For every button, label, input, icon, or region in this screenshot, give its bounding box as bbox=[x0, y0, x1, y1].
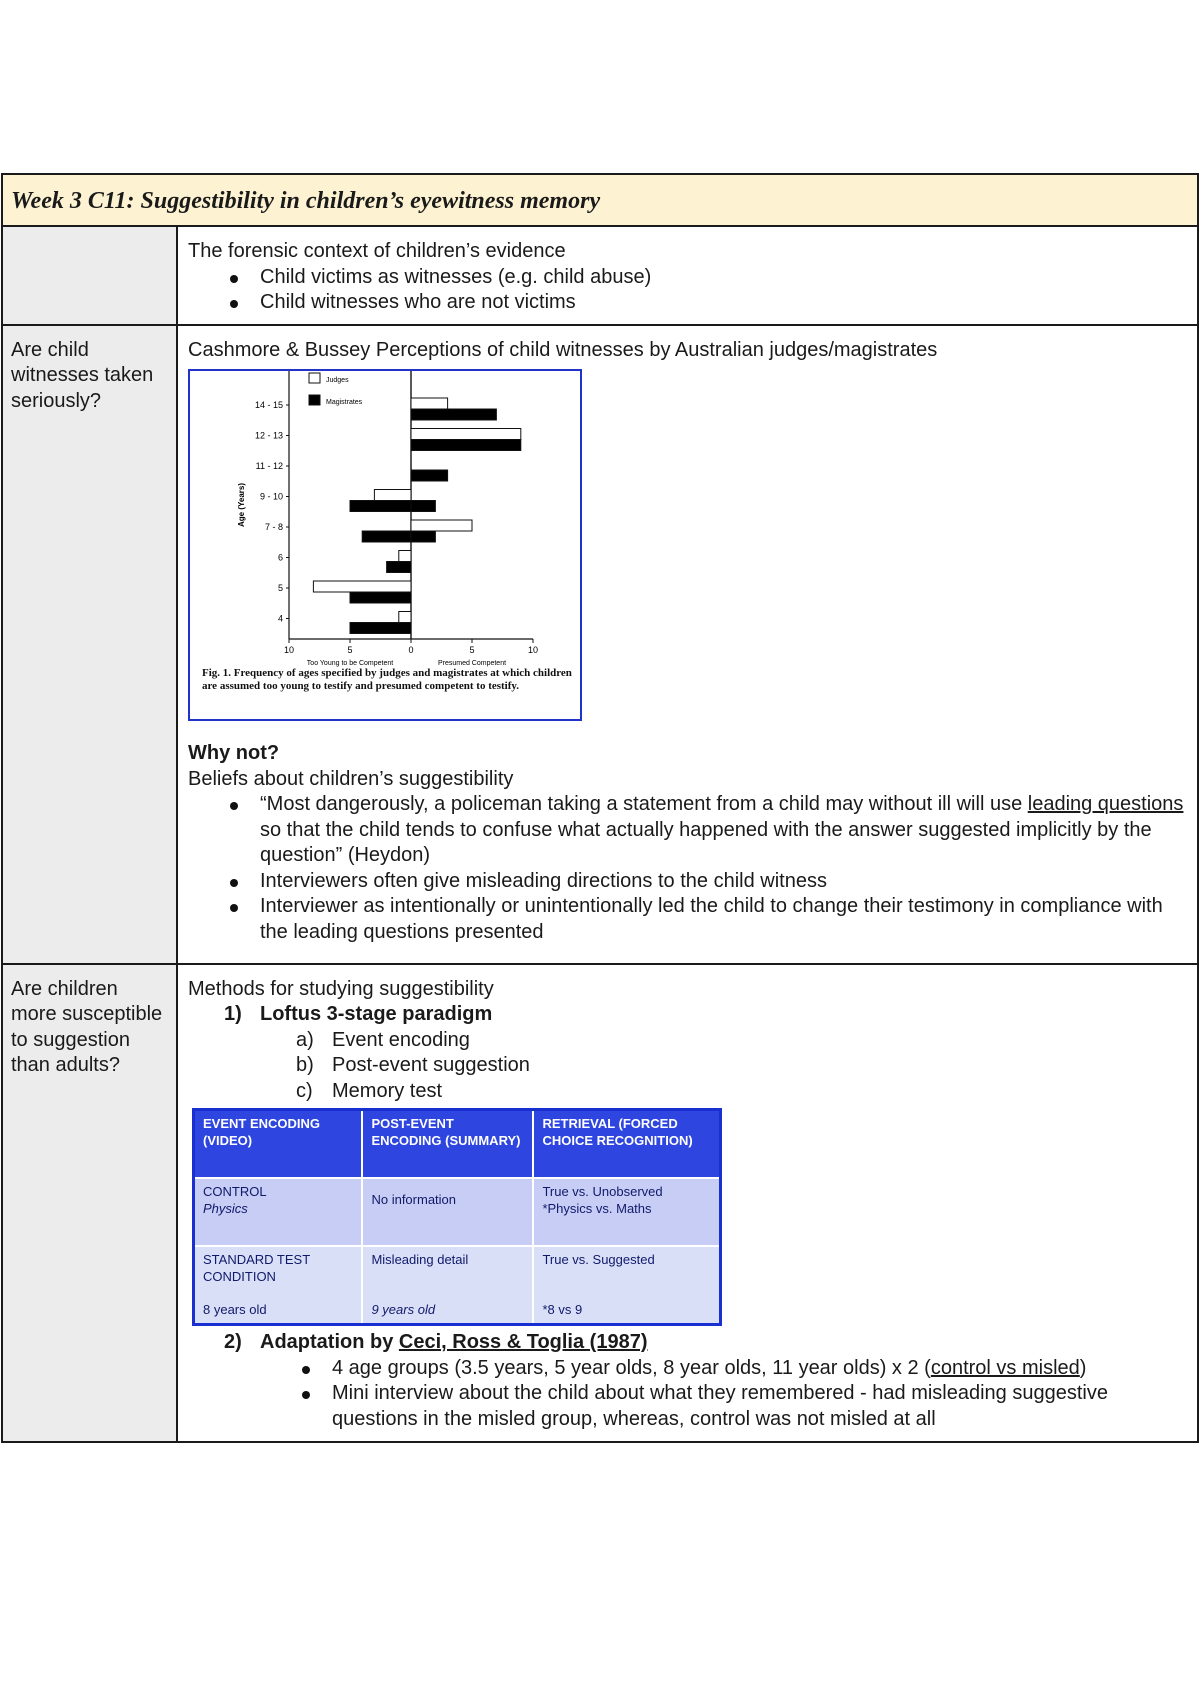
step-1 bbox=[188, 1002, 1189, 1028]
intro-cell bbox=[177, 226, 1198, 325]
cell-text: *8 vs 9 bbox=[542, 1302, 583, 1317]
beliefs-bullets bbox=[188, 792, 1189, 945]
sub-step bbox=[188, 1079, 1189, 1105]
question-cell-2 bbox=[2, 964, 177, 1442]
x-tick-label: 0 bbox=[408, 645, 414, 655]
question-2: Are children more susceptible to suggestion than adults? bbox=[11, 977, 163, 1076]
table-cell bbox=[362, 1178, 533, 1246]
x-tick-label: 5 bbox=[469, 645, 475, 655]
y-tick-label: 6 bbox=[277, 552, 283, 563]
legend-label-magistrates: Magistrates bbox=[326, 399, 363, 406]
step-2-label bbox=[260, 1330, 647, 1356]
legend-swatch-judges bbox=[309, 373, 320, 383]
bullet-text: 4 age groups (3.5 years, 5 year olds, 8 year olds, 11 year olds) x 2 ( bbox=[332, 1356, 931, 1379]
intro-bullets bbox=[188, 265, 1189, 316]
bar-judges-too-young bbox=[399, 612, 411, 623]
x-tick-label: 10 bbox=[283, 645, 295, 655]
beliefs-line: Beliefs about children’s suggestibility bbox=[188, 767, 514, 790]
y-tick-label: 7 - 8 bbox=[264, 522, 283, 532]
chart-caption: Fig. 1. Frequency of ages specified by judges and magistrates at which children are assumed too young to testify and presumed competent to testify. bbox=[202, 667, 572, 692]
list-item bbox=[260, 792, 1189, 869]
cell-text: Physics bbox=[203, 1201, 248, 1216]
bar-judges-competent bbox=[411, 429, 521, 440]
table-cell bbox=[533, 1178, 720, 1246]
list-item bbox=[332, 1356, 1189, 1382]
cell-text: 8 years old bbox=[203, 1302, 267, 1317]
cell-text: 9 years old bbox=[371, 1302, 436, 1317]
intro-heading: The forensic context of children’s evidence bbox=[188, 240, 566, 262]
sub-step-label: Memory test bbox=[332, 1079, 443, 1102]
methods-line: Methods for studying suggestibility bbox=[188, 977, 494, 1000]
step-2-prefix: Adaptation by bbox=[260, 1331, 399, 1353]
source-line: Cashmore & Bussey Perceptions of child witnesses by Australian judges/magistrates bbox=[188, 338, 938, 361]
bar-magistrates-competent bbox=[411, 531, 435, 542]
bar-judges-too-young bbox=[399, 551, 411, 562]
quote-part-a: “Most dangerously, a policeman taking a statement from a child may without ill will use bbox=[260, 793, 1028, 815]
quote-part-b: so that the child tends to confuse what actually happened with the answer suggested implicitly by the question” (Heydon) bbox=[260, 818, 1152, 866]
x-tick-label: 5 bbox=[347, 645, 353, 655]
quote-underlined: leading questions bbox=[1027, 793, 1184, 815]
cell-text: No information bbox=[371, 1192, 457, 1207]
page-title: Week 3 C11: Suggestibility in children’s eyewitness memory bbox=[11, 188, 601, 214]
bar-judges-too-young bbox=[374, 490, 411, 501]
adaptation-bullets bbox=[188, 1356, 1189, 1433]
why-heading: Why not? bbox=[188, 742, 280, 764]
bar-magistrates-competent bbox=[411, 470, 448, 481]
bar-magistrates-too-young bbox=[350, 623, 411, 634]
bar-judges-competent bbox=[411, 398, 448, 409]
paradigm-table bbox=[192, 1108, 722, 1326]
step-1-number: 1) bbox=[224, 1003, 242, 1025]
step-2-number: 2) bbox=[224, 1331, 242, 1353]
table-cell bbox=[194, 1246, 363, 1325]
cell-text: True vs. Suggested bbox=[542, 1252, 655, 1267]
y-tick-label: 9 - 10 bbox=[259, 491, 283, 502]
bullet-text: ) bbox=[1079, 1356, 1087, 1379]
y-tick-label: 4 bbox=[277, 613, 283, 624]
cell-text: CONTROL bbox=[203, 1184, 267, 1199]
y-tick-label: 11 - 12 bbox=[255, 461, 283, 471]
bar-magistrates-competent bbox=[411, 440, 521, 451]
bar-magistrates-too-young bbox=[362, 531, 411, 542]
y-tick-label: 14 - 15 bbox=[254, 400, 283, 410]
sub-step-label: Post-event suggestion bbox=[332, 1054, 530, 1076]
bar-magistrates-competent bbox=[411, 409, 496, 420]
bullet-underlined: control vs misled bbox=[930, 1356, 1080, 1379]
table-cell bbox=[194, 1178, 363, 1246]
y-tick-label: 12 - 13 bbox=[254, 430, 283, 441]
competence-chart bbox=[188, 369, 582, 721]
y-axis-label: Age (Years) bbox=[237, 482, 246, 528]
y-tick-label: 5 bbox=[277, 583, 283, 593]
left-cell-empty bbox=[2, 226, 177, 325]
list-item: Interviewer as intentionally or unintentionally led the child to change their testimony in compliance with the leading questions presented bbox=[260, 894, 1189, 945]
list-item: Child witnesses who are not victims bbox=[260, 290, 1189, 316]
table-row bbox=[194, 1178, 721, 1246]
section2-cell bbox=[177, 964, 1198, 1442]
x-axis-label-left: Too Young to be Competent bbox=[306, 660, 394, 667]
legend-label-judges: Judges bbox=[326, 377, 349, 384]
bar-magistrates-too-young bbox=[350, 592, 411, 603]
title-cell bbox=[2, 174, 1198, 226]
table-header: EVENT ENCODING (VIDEO) bbox=[194, 1110, 363, 1179]
cell-text: STANDARD TEST CONDITION bbox=[203, 1252, 310, 1284]
section1-cell bbox=[177, 325, 1198, 964]
list-item: Mini interview about the child about what they remembered - had misleading suggestive questions in the misled group, whereas, control was not misled at all bbox=[332, 1381, 1189, 1432]
bar-judges-competent bbox=[411, 520, 472, 531]
table-header-row bbox=[194, 1110, 721, 1179]
table-header: POST-EVENT ENCODING (SUMMARY) bbox=[362, 1110, 533, 1179]
list-item: Child victims as witnesses (e.g. child abuse) bbox=[260, 265, 1189, 291]
notes-table bbox=[1, 173, 1199, 1443]
question-1: Are child witnesses taken seriously? bbox=[11, 338, 154, 412]
sub-step bbox=[188, 1028, 1189, 1054]
x-axis-label-right: Presumed Competent bbox=[437, 660, 507, 667]
step-1-label: Loftus 3-stage paradigm bbox=[260, 1003, 493, 1025]
x-tick-label: 10 bbox=[527, 645, 539, 655]
cell-text: *Physics vs. Maths bbox=[542, 1201, 652, 1216]
cell-text: Misleading detail bbox=[371, 1252, 469, 1267]
step-2-citation: Ceci, Ross & Toglia (1987) bbox=[398, 1331, 648, 1353]
table-cell bbox=[533, 1246, 720, 1325]
bar-magistrates-too-young bbox=[387, 562, 411, 573]
bar-magistrates-too-young bbox=[350, 501, 411, 512]
question-cell-1 bbox=[2, 325, 177, 964]
sub-step-letter: a) bbox=[296, 1028, 314, 1051]
bar-magistrates-competent bbox=[411, 501, 435, 512]
sub-step-letter: c) bbox=[296, 1079, 313, 1102]
list-item: Interviewers often give misleading directions to the child witness bbox=[260, 869, 1189, 895]
sub-step-label: Event encoding bbox=[332, 1028, 470, 1051]
step-2 bbox=[188, 1330, 1189, 1356]
sub-step bbox=[188, 1053, 1189, 1079]
legend-swatch-magistrates bbox=[309, 395, 320, 405]
sub-step-letter: b) bbox=[296, 1054, 314, 1076]
cell-text: True vs. Unobserved bbox=[542, 1184, 663, 1199]
bar-judges-too-young bbox=[313, 581, 411, 592]
table-cell bbox=[362, 1246, 533, 1325]
table-header: RETRIEVAL (FORCED CHOICE RECOGNITION) bbox=[533, 1110, 720, 1179]
table-row bbox=[194, 1246, 721, 1325]
